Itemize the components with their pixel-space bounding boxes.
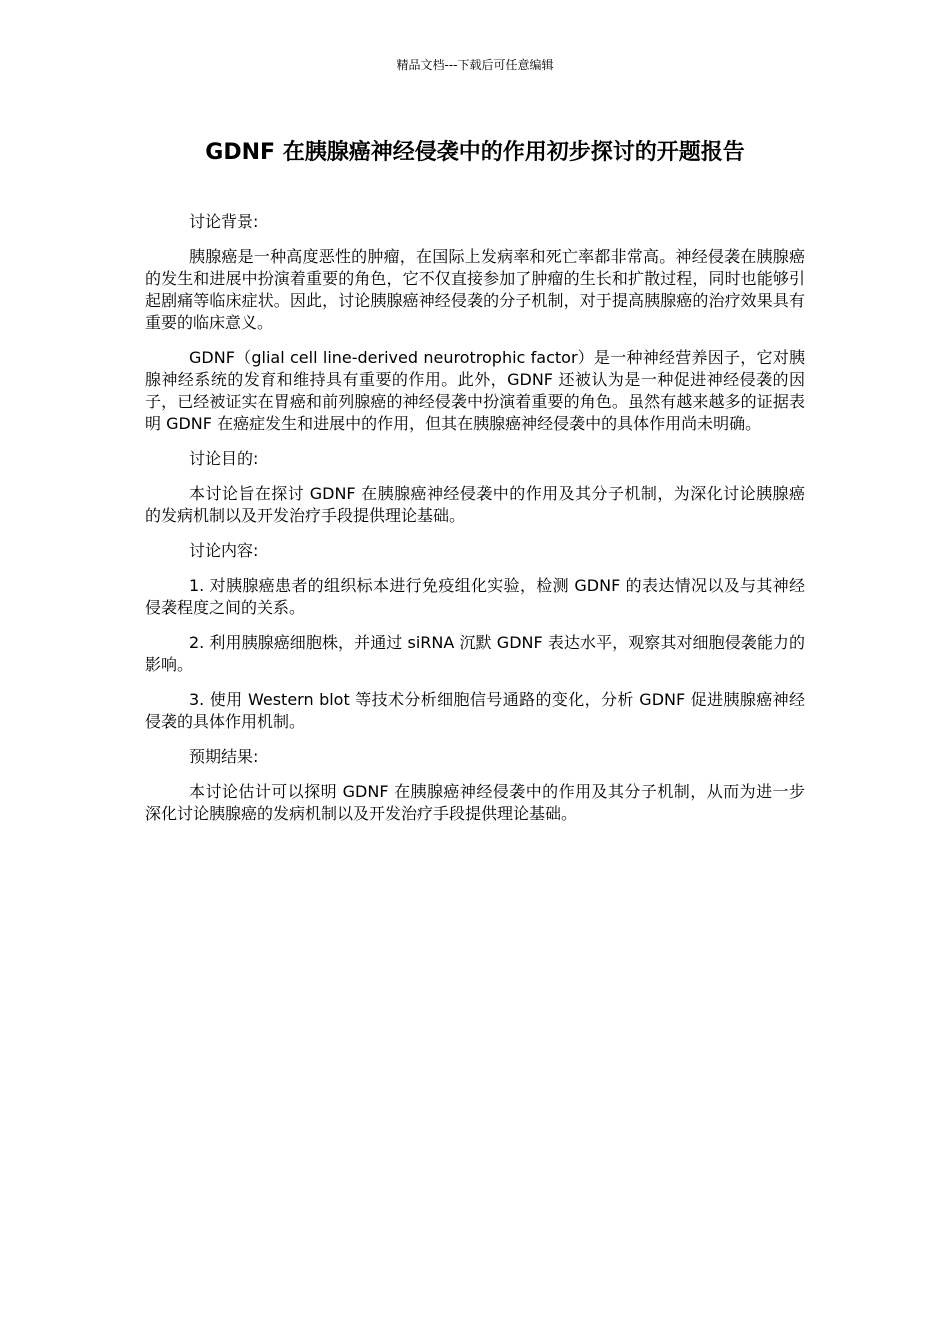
section-heading-purpose: 讨论目的: bbox=[189, 449, 259, 468]
section-heading-content: 讨论内容: bbox=[189, 541, 259, 560]
document-title: GDNF 在胰腺癌神经侵袭中的作用初步探讨的开题报告 bbox=[205, 140, 745, 165]
list-item-content-1: 1. 对胰腺癌患者的组织标本进行免疫组化实验，检测 GDNF 的表达情况以及与其神经侵袭程度之间的关系。 bbox=[145, 576, 805, 617]
paragraph-results: 本讨论估计可以探明 GDNF 在胰腺癌神经侵袭中的作用及其分子机制，从而为进一步深化讨论胰腺癌的发病机制以及开发治疗手段提供理论基础。 bbox=[145, 782, 805, 823]
page-header: 精品文档---下载后可任意编辑 bbox=[396, 58, 554, 72]
paragraph-purpose: 本讨论旨在探讨 GDNF 在胰腺癌神经侵袭中的作用及其分子机制，为深化讨论胰腺癌的发病机制以及开发治疗手段提供理论基础。 bbox=[145, 484, 805, 525]
paragraph-background-1: 胰腺癌是一种高度恶性的肿瘤，在国际上发病率和死亡率都非常高。神经侵袭在胰腺癌的发生和进展中扮演着重要的角色，它不仅直接参加了肿瘤的生长和扩散过程，同时也能够引起剧痛等临床症状。因此，讨论胰腺癌神经侵袭的分子机制，对于提高胰腺癌的治疗效果具有重要的临床意义。 bbox=[145, 247, 805, 332]
paragraph-background-2: GDNF（glial cell line-derived neurotrophic factor）是一种神经营养因子，它对胰腺神经系统的发育和维持具有重要的作用。此外，GDNF 还被认为是一种促进神经侵袭的因子，已经被证实在胃癌和前列腺癌的神经侵袭中扮演着重要的角色。虽然有越来越多的证据表明 GDNF 在癌症发生和进展中的作用，但其在胰腺癌神经侵袭中的具体作用尚未明确。 bbox=[145, 348, 805, 433]
section-heading-results: 预期结果: bbox=[189, 747, 259, 766]
section-heading-background: 讨论背景: bbox=[189, 212, 259, 231]
list-item-content-3: 3. 使用 Western blot 等技术分析细胞信号通路的变化，分析 GDNF 促进胰腺癌神经侵袭的具体作用机制。 bbox=[145, 690, 805, 731]
list-item-content-2: 2. 利用胰腺癌细胞株，并通过 siRNA 沉默 GDNF 表达水平，观察其对细胞侵袭能力的影响。 bbox=[145, 633, 805, 674]
document-body bbox=[145, 211, 805, 838]
